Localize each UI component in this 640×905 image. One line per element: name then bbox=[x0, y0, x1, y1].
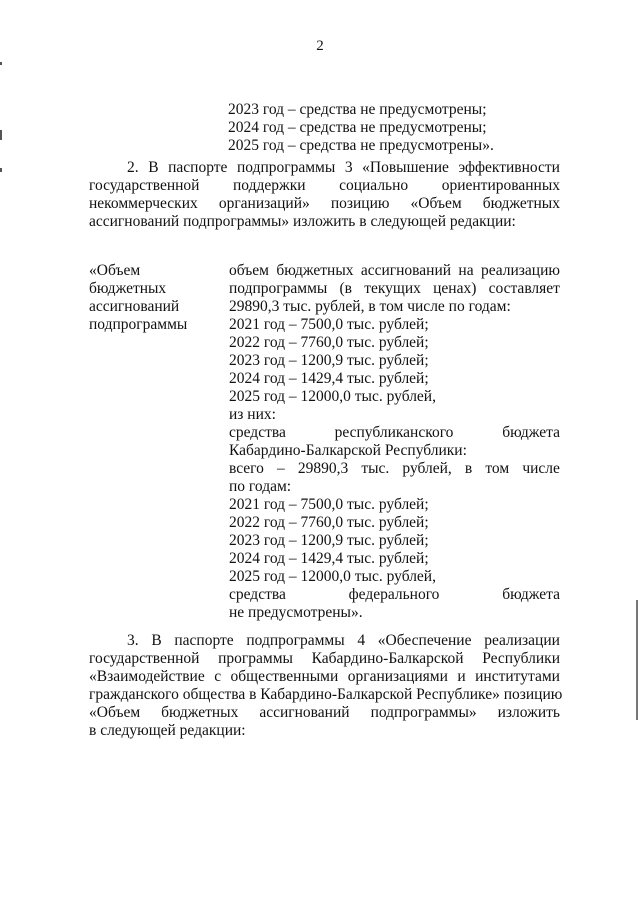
word: «Повышение bbox=[362, 159, 449, 176]
word: ассигнований bbox=[360, 262, 452, 279]
word: Республики bbox=[482, 650, 560, 667]
text-line: гражданского общества в Кабардино-Балкарской Республике» позицию bbox=[89, 686, 563, 703]
word: республиканского bbox=[334, 424, 454, 441]
word: «Объем bbox=[410, 195, 462, 212]
word: 3. bbox=[127, 632, 139, 649]
word: социально bbox=[339, 177, 409, 194]
text-line: 2023 год – средства не предусмотрены; bbox=[228, 101, 487, 118]
word: подпрограммы bbox=[229, 280, 328, 297]
text-line: 2024 год – 1429,4 тыс. рублей; bbox=[229, 370, 429, 387]
page-number: 2 bbox=[316, 38, 324, 54]
word: составляет bbox=[488, 280, 560, 297]
label-line: «Объем bbox=[89, 262, 141, 279]
word: на bbox=[458, 262, 474, 279]
text-line: в следующей редакции: bbox=[89, 722, 246, 739]
word: паспорте bbox=[174, 632, 234, 649]
text-line: 2025 год – 12000,0 тыс. рублей, bbox=[229, 388, 436, 405]
word: – bbox=[277, 460, 285, 477]
word: (в bbox=[339, 280, 352, 297]
text-line: не предусмотрены». bbox=[229, 604, 363, 621]
word: эффективности bbox=[458, 159, 560, 176]
scan-edge-mark bbox=[0, 130, 2, 140]
word: бюджетных bbox=[482, 195, 560, 212]
justified-line bbox=[127, 632, 560, 650]
word: объем bbox=[229, 262, 269, 279]
text-line: 2025 год – 12000,0 тыс. рублей, bbox=[229, 568, 436, 585]
word: реализацию bbox=[480, 262, 560, 279]
word: том bbox=[485, 460, 510, 477]
word: организаций» bbox=[218, 195, 310, 212]
word: и bbox=[457, 668, 466, 685]
word: ценах) bbox=[433, 280, 477, 297]
word: бюджетных bbox=[276, 262, 354, 279]
word: «Объем bbox=[89, 704, 141, 721]
word: государственной bbox=[89, 650, 200, 667]
word: числе bbox=[522, 460, 560, 477]
justified-line bbox=[229, 460, 560, 478]
justified-line bbox=[229, 262, 560, 280]
text-line: по годам: bbox=[229, 478, 292, 495]
word: подпрограммы bbox=[246, 632, 345, 649]
text-line: 2025 год – средства не предусмотрены». bbox=[228, 137, 494, 154]
justified-line bbox=[89, 704, 560, 722]
word: бюджетных bbox=[161, 704, 239, 721]
word: «Взаимодействие bbox=[89, 668, 205, 685]
word: 29890,3 bbox=[297, 460, 349, 477]
justified-line bbox=[89, 177, 560, 195]
word: В bbox=[148, 159, 159, 176]
text-line: 2021 год – 7500,0 тыс. рублей; bbox=[229, 316, 429, 333]
word: Кабардино-Балкарской bbox=[311, 650, 464, 667]
scan-edge-mark bbox=[0, 62, 2, 65]
justified-line bbox=[89, 668, 560, 686]
word: позицию bbox=[330, 195, 390, 212]
scan-edge-mark bbox=[0, 168, 2, 172]
text-line: 2024 год – 1429,4 тыс. рублей; bbox=[229, 550, 429, 567]
word: поддержки bbox=[233, 177, 306, 194]
justified-line bbox=[127, 159, 560, 177]
word: В bbox=[151, 632, 162, 649]
word: 4 bbox=[357, 632, 366, 649]
word: институтами bbox=[475, 668, 560, 685]
word: программы bbox=[218, 650, 293, 667]
text-line: из них: bbox=[229, 406, 276, 423]
word: тыс. bbox=[361, 460, 390, 477]
word: ориентированных bbox=[441, 177, 560, 194]
word: всего bbox=[229, 460, 264, 477]
label-line: бюджетных bbox=[89, 280, 167, 297]
word: бюджета bbox=[502, 586, 560, 603]
justified-line bbox=[229, 424, 560, 442]
text-line: 29890,3 тыс. рублей, в том числе по годам: bbox=[229, 298, 511, 315]
label-line: ассигнований bbox=[89, 298, 180, 315]
word: некоммерческих bbox=[89, 195, 198, 212]
word: рублей, bbox=[402, 460, 452, 477]
text-line: 2022 год – 7760,0 тыс. рублей; bbox=[229, 514, 429, 531]
word: государственной bbox=[89, 177, 200, 194]
text-line: 2021 год – 7500,0 тыс. рублей; bbox=[229, 496, 429, 513]
word: организациями bbox=[347, 668, 448, 685]
word: паспорте bbox=[168, 159, 228, 176]
word: средства bbox=[229, 424, 286, 441]
word: 2. bbox=[127, 159, 139, 176]
word: реализации bbox=[484, 632, 560, 649]
word: общественными bbox=[230, 668, 339, 685]
text-line: 2023 год – 1200,9 тыс. рублей; bbox=[229, 352, 429, 369]
word: бюджета bbox=[502, 424, 560, 441]
word: средства bbox=[229, 586, 286, 603]
text-line: Кабардино-Балкарской Республики: bbox=[229, 442, 467, 459]
justified-line bbox=[229, 586, 560, 604]
word: федерального bbox=[348, 586, 440, 603]
word: подпрограммы» bbox=[370, 704, 477, 721]
word: подпрограммы bbox=[236, 159, 336, 176]
word: «Обеспечение bbox=[377, 632, 472, 649]
text-line: 2022 год – 7760,0 тыс. рублей; bbox=[229, 334, 429, 351]
justified-line bbox=[89, 195, 560, 213]
word: в bbox=[464, 460, 473, 477]
justified-line bbox=[89, 650, 560, 668]
scan-edge-mark bbox=[636, 600, 638, 720]
justified-line bbox=[229, 280, 560, 298]
word: с bbox=[214, 668, 222, 685]
text-line: ассигнований подпрограммы» изложить в следующей редакции: bbox=[89, 213, 516, 230]
text-line: 2023 год – 1200,9 тыс. рублей; bbox=[229, 532, 429, 549]
text-line: 2024 год – средства не предусмотрены; bbox=[228, 119, 487, 136]
word: ассигнований bbox=[259, 704, 350, 721]
label-line: подпрограммы bbox=[89, 316, 188, 333]
word: изложить bbox=[497, 704, 560, 721]
word: текущих bbox=[364, 280, 421, 297]
word: 3 bbox=[344, 159, 353, 176]
